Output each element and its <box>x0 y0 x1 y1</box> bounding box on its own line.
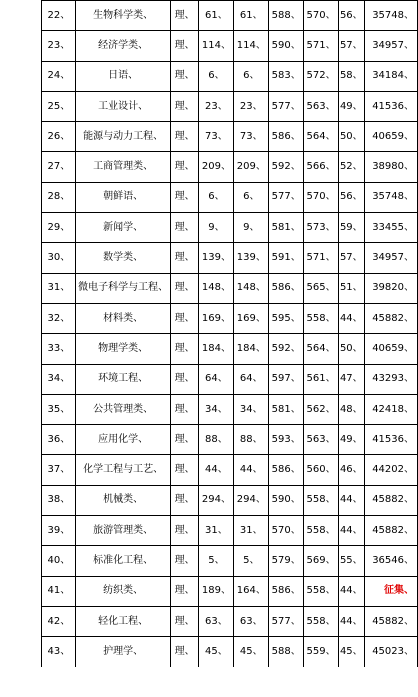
admit-count-cell: 184、 <box>234 334 269 364</box>
line-diff-cell: 56、 <box>338 182 364 212</box>
plan-count-cell: 9、 <box>199 213 234 243</box>
max-score-cell: 581、 <box>269 213 304 243</box>
line-diff-cell: 48、 <box>338 394 364 424</box>
admit-count-cell: 34、 <box>234 394 269 424</box>
line-diff-cell: 57、 <box>338 31 364 61</box>
category-cell: 理、 <box>170 334 199 364</box>
rank-cell: 45882、 <box>364 606 417 636</box>
admit-count-cell: 5、 <box>234 546 269 576</box>
table-row <box>0 31 418 61</box>
category-cell: 理、 <box>170 485 199 515</box>
min-score-cell: 571、 <box>304 243 339 273</box>
left-gutter-cell <box>0 334 41 364</box>
max-score-cell: 586、 <box>269 455 304 485</box>
table-row <box>0 637 418 667</box>
plan-count-cell: 31、 <box>199 516 234 546</box>
left-gutter-cell <box>0 61 41 91</box>
plan-count-cell: 114、 <box>199 31 234 61</box>
plan-count-cell: 63、 <box>199 606 234 636</box>
category-cell: 理、 <box>170 31 199 61</box>
row-index-cell: 36、 <box>41 425 76 455</box>
category-cell: 理、 <box>170 122 199 152</box>
admit-count-cell: 294、 <box>234 485 269 515</box>
category-cell: 理、 <box>170 152 199 182</box>
plan-count-cell: 44、 <box>199 455 234 485</box>
table-row <box>0 425 418 455</box>
min-score-cell: 558、 <box>304 576 339 606</box>
major-name-cell: 轻化工程、 <box>76 606 170 636</box>
major-name-cell: 日语、 <box>76 61 170 91</box>
line-diff-cell: 55、 <box>338 546 364 576</box>
max-score-cell: 588、 <box>269 637 304 667</box>
category-cell: 理、 <box>170 576 199 606</box>
table-row <box>0 243 418 273</box>
line-diff-cell: 58、 <box>338 61 364 91</box>
category-cell: 理、 <box>170 91 199 121</box>
left-gutter-cell <box>0 122 41 152</box>
major-name-cell: 材料类、 <box>76 303 170 333</box>
plan-count-cell: 169、 <box>199 303 234 333</box>
rank-cell: 征集、 <box>364 576 417 606</box>
rank-cell: 35748、 <box>364 182 417 212</box>
row-index-cell: 32、 <box>41 303 76 333</box>
rank-cell: 40659、 <box>364 334 417 364</box>
row-index-cell: 33、 <box>41 334 76 364</box>
line-diff-cell: 49、 <box>338 425 364 455</box>
table-row <box>0 394 418 424</box>
major-name-cell: 机械类、 <box>76 485 170 515</box>
category-cell: 理、 <box>170 61 199 91</box>
category-cell: 理、 <box>170 364 199 394</box>
max-score-cell: 579、 <box>269 546 304 576</box>
admit-count-cell: 64、 <box>234 364 269 394</box>
max-score-cell: 591、 <box>269 243 304 273</box>
row-index-cell: 38、 <box>41 485 76 515</box>
major-name-cell: 旅游管理类、 <box>76 516 170 546</box>
admit-count-cell: 9、 <box>234 213 269 243</box>
table-row <box>0 303 418 333</box>
line-diff-cell: 44、 <box>338 303 364 333</box>
row-index-cell: 27、 <box>41 152 76 182</box>
min-score-cell: 565、 <box>304 273 339 303</box>
line-diff-cell: 47、 <box>338 364 364 394</box>
category-cell: 理、 <box>170 516 199 546</box>
rank-cell: 42418、 <box>364 394 417 424</box>
left-gutter-cell <box>0 213 41 243</box>
rank-cell: 34184、 <box>364 61 417 91</box>
min-score-cell: 558、 <box>304 516 339 546</box>
rank-cell: 34957、 <box>364 31 417 61</box>
min-score-cell: 566、 <box>304 152 339 182</box>
line-diff-cell: 52、 <box>338 152 364 182</box>
plan-count-cell: 64、 <box>199 364 234 394</box>
rank-cell: 44202、 <box>364 455 417 485</box>
rank-cell: 34957、 <box>364 243 417 273</box>
admit-count-cell: 23、 <box>234 91 269 121</box>
min-score-cell: 558、 <box>304 485 339 515</box>
plan-count-cell: 23、 <box>199 91 234 121</box>
major-name-cell: 新闻学、 <box>76 213 170 243</box>
major-name-cell: 公共管理类、 <box>76 394 170 424</box>
row-index-cell: 37、 <box>41 455 76 485</box>
major-name-cell: 护理学、 <box>76 637 170 667</box>
max-score-cell: 577、 <box>269 182 304 212</box>
left-gutter-cell <box>0 1 41 31</box>
row-index-cell: 26、 <box>41 122 76 152</box>
table-row <box>0 576 418 606</box>
plan-count-cell: 88、 <box>199 425 234 455</box>
admit-count-cell: 139、 <box>234 243 269 273</box>
table-row <box>0 516 418 546</box>
row-index-cell: 43、 <box>41 637 76 667</box>
min-score-cell: 559、 <box>304 637 339 667</box>
left-gutter-cell <box>0 516 41 546</box>
min-score-cell: 561、 <box>304 364 339 394</box>
max-score-cell: 588、 <box>269 1 304 31</box>
min-score-cell: 560、 <box>304 455 339 485</box>
major-name-cell: 能源与动力工程、 <box>76 122 170 152</box>
rank-cell: 45882、 <box>364 516 417 546</box>
admit-count-cell: 164、 <box>234 576 269 606</box>
admit-count-cell: 148、 <box>234 273 269 303</box>
max-score-cell: 586、 <box>269 122 304 152</box>
admit-count-cell: 114、 <box>234 31 269 61</box>
category-cell: 理、 <box>170 637 199 667</box>
max-score-cell: 595、 <box>269 303 304 333</box>
row-index-cell: 22、 <box>41 1 76 31</box>
line-diff-cell: 59、 <box>338 213 364 243</box>
row-index-cell: 28、 <box>41 182 76 212</box>
major-name-cell: 生物科学类、 <box>76 1 170 31</box>
left-gutter-cell <box>0 364 41 394</box>
row-index-cell: 30、 <box>41 243 76 273</box>
line-diff-cell: 50、 <box>338 122 364 152</box>
row-index-cell: 40、 <box>41 546 76 576</box>
admit-count-cell: 31、 <box>234 516 269 546</box>
admit-count-cell: 73、 <box>234 122 269 152</box>
plan-count-cell: 34、 <box>199 394 234 424</box>
max-score-cell: 590、 <box>269 485 304 515</box>
line-diff-cell: 56、 <box>338 1 364 31</box>
table-row <box>0 213 418 243</box>
rank-cell: 39820、 <box>364 273 417 303</box>
category-cell: 理、 <box>170 546 199 576</box>
min-score-cell: 572、 <box>304 61 339 91</box>
left-gutter-cell <box>0 394 41 424</box>
category-cell: 理、 <box>170 273 199 303</box>
rank-cell: 41536、 <box>364 425 417 455</box>
plan-count-cell: 184、 <box>199 334 234 364</box>
min-score-cell: 563、 <box>304 91 339 121</box>
min-score-cell: 570、 <box>304 1 339 31</box>
table-row <box>0 334 418 364</box>
table-row <box>0 91 418 121</box>
max-score-cell: 597、 <box>269 364 304 394</box>
rank-cell: 43293、 <box>364 364 417 394</box>
table-row <box>0 273 418 303</box>
row-index-cell: 24、 <box>41 61 76 91</box>
rank-cell: 40659、 <box>364 122 417 152</box>
row-index-cell: 35、 <box>41 394 76 424</box>
max-score-cell: 577、 <box>269 91 304 121</box>
left-gutter-cell <box>0 637 41 667</box>
line-diff-cell: 49、 <box>338 91 364 121</box>
min-score-cell: 558、 <box>304 303 339 333</box>
admit-count-cell: 45、 <box>234 637 269 667</box>
row-index-cell: 34、 <box>41 364 76 394</box>
table-row <box>0 152 418 182</box>
admit-count-cell: 6、 <box>234 182 269 212</box>
max-score-cell: 593、 <box>269 425 304 455</box>
plan-count-cell: 73、 <box>199 122 234 152</box>
plan-count-cell: 209、 <box>199 152 234 182</box>
left-gutter-cell <box>0 152 41 182</box>
rank-cell: 36546、 <box>364 546 417 576</box>
max-score-cell: 586、 <box>269 273 304 303</box>
left-gutter-cell <box>0 273 41 303</box>
line-diff-cell: 44、 <box>338 485 364 515</box>
category-cell: 理、 <box>170 303 199 333</box>
left-gutter-cell <box>0 455 41 485</box>
min-score-cell: 562、 <box>304 394 339 424</box>
rank-cell: 38980、 <box>364 152 417 182</box>
left-gutter-cell <box>0 546 41 576</box>
table-row <box>0 182 418 212</box>
plan-count-cell: 294、 <box>199 485 234 515</box>
max-score-cell: 590、 <box>269 31 304 61</box>
table-row <box>0 61 418 91</box>
table-row <box>0 1 418 31</box>
min-score-cell: 564、 <box>304 122 339 152</box>
major-name-cell: 数学类、 <box>76 243 170 273</box>
left-gutter-cell <box>0 485 41 515</box>
category-cell: 理、 <box>170 606 199 636</box>
major-name-cell: 朝鲜语、 <box>76 182 170 212</box>
row-index-cell: 42、 <box>41 606 76 636</box>
max-score-cell: 592、 <box>269 152 304 182</box>
line-diff-cell: 46、 <box>338 455 364 485</box>
rank-cell: 45882、 <box>364 303 417 333</box>
category-cell: 理、 <box>170 455 199 485</box>
plan-count-cell: 139、 <box>199 243 234 273</box>
row-index-cell: 25、 <box>41 91 76 121</box>
row-index-cell: 23、 <box>41 31 76 61</box>
major-name-cell: 纺织类、 <box>76 576 170 606</box>
min-score-cell: 570、 <box>304 182 339 212</box>
major-name-cell: 工商管理类、 <box>76 152 170 182</box>
plan-count-cell: 61、 <box>199 1 234 31</box>
major-name-cell: 微电子科学与工程、 <box>76 273 170 303</box>
rank-cell: 45882、 <box>364 485 417 515</box>
line-diff-cell: 50、 <box>338 334 364 364</box>
min-score-cell: 573、 <box>304 213 339 243</box>
category-cell: 理、 <box>170 243 199 273</box>
min-score-cell: 563、 <box>304 425 339 455</box>
row-index-cell: 31、 <box>41 273 76 303</box>
max-score-cell: 592、 <box>269 334 304 364</box>
table-row <box>0 364 418 394</box>
category-cell: 理、 <box>170 182 199 212</box>
left-gutter-cell <box>0 576 41 606</box>
rank-cell: 35748、 <box>364 1 417 31</box>
row-index-cell: 29、 <box>41 213 76 243</box>
table-body <box>0 1 418 668</box>
category-cell: 理、 <box>170 1 199 31</box>
plan-count-cell: 189、 <box>199 576 234 606</box>
major-name-cell: 物理学类、 <box>76 334 170 364</box>
table-row <box>0 546 418 576</box>
plan-count-cell: 6、 <box>199 61 234 91</box>
max-score-cell: 581、 <box>269 394 304 424</box>
category-cell: 理、 <box>170 213 199 243</box>
left-gutter-cell <box>0 606 41 636</box>
line-diff-cell: 44、 <box>338 576 364 606</box>
admit-count-cell: 209、 <box>234 152 269 182</box>
max-score-cell: 570、 <box>269 516 304 546</box>
min-score-cell: 569、 <box>304 546 339 576</box>
line-diff-cell: 44、 <box>338 516 364 546</box>
major-name-cell: 应用化学、 <box>76 425 170 455</box>
left-gutter-cell <box>0 303 41 333</box>
line-diff-cell: 44、 <box>338 606 364 636</box>
plan-count-cell: 45、 <box>199 637 234 667</box>
line-diff-cell: 45、 <box>338 637 364 667</box>
table-row <box>0 122 418 152</box>
major-name-cell: 化学工程与工艺、 <box>76 455 170 485</box>
min-score-cell: 571、 <box>304 31 339 61</box>
max-score-cell: 583、 <box>269 61 304 91</box>
rank-cell: 45023、 <box>364 637 417 667</box>
plan-count-cell: 6、 <box>199 182 234 212</box>
admit-count-cell: 44、 <box>234 455 269 485</box>
left-gutter-cell <box>0 243 41 273</box>
major-name-cell: 经济学类、 <box>76 31 170 61</box>
max-score-cell: 577、 <box>269 606 304 636</box>
plan-count-cell: 5、 <box>199 546 234 576</box>
left-gutter-cell <box>0 31 41 61</box>
category-cell: 理、 <box>170 394 199 424</box>
admit-count-cell: 63、 <box>234 606 269 636</box>
min-score-cell: 558、 <box>304 606 339 636</box>
line-diff-cell: 57、 <box>338 243 364 273</box>
table-row <box>0 455 418 485</box>
table-row <box>0 485 418 515</box>
rank-cell: 41536、 <box>364 91 417 121</box>
rank-cell: 33455、 <box>364 213 417 243</box>
left-gutter-cell <box>0 91 41 121</box>
admit-count-cell: 169、 <box>234 303 269 333</box>
major-name-cell: 标准化工程、 <box>76 546 170 576</box>
category-cell: 理、 <box>170 425 199 455</box>
left-gutter-cell <box>0 425 41 455</box>
row-index-cell: 41、 <box>41 576 76 606</box>
admit-count-cell: 61、 <box>234 1 269 31</box>
max-score-cell: 586、 <box>269 576 304 606</box>
plan-count-cell: 148、 <box>199 273 234 303</box>
min-score-cell: 564、 <box>304 334 339 364</box>
major-name-cell: 工业设计、 <box>76 91 170 121</box>
admit-count-cell: 88、 <box>234 425 269 455</box>
admit-count-cell: 6、 <box>234 61 269 91</box>
left-gutter-cell <box>0 182 41 212</box>
row-index-cell: 39、 <box>41 516 76 546</box>
major-name-cell: 环境工程、 <box>76 364 170 394</box>
line-diff-cell: 51、 <box>338 273 364 303</box>
table-row <box>0 606 418 636</box>
